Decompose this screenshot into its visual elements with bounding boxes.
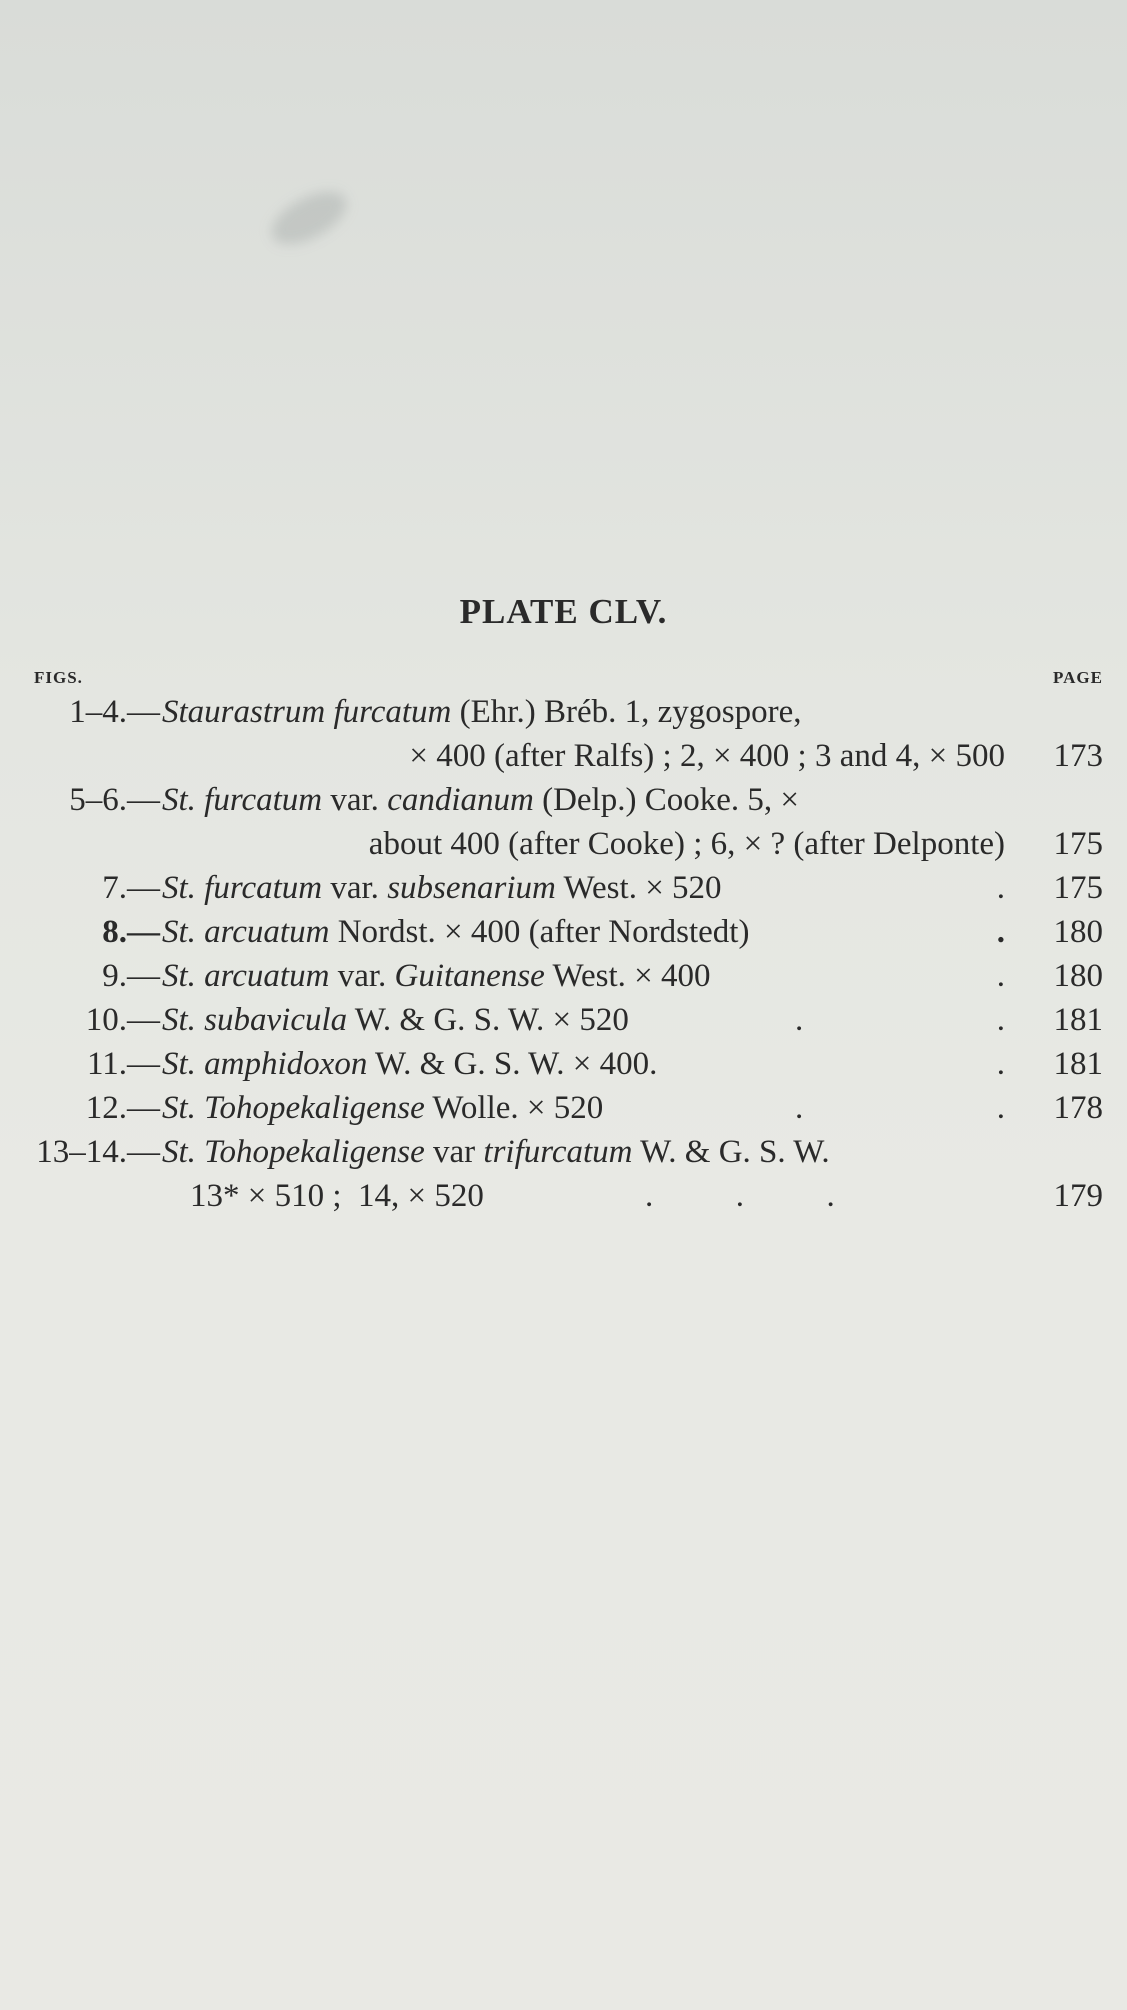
leader-dots: . . . — [645, 1178, 835, 1214]
fig-number: 7.— — [102, 870, 160, 906]
fig-number: 10.— — [85, 1002, 160, 1038]
entry-row — [0, 954, 1127, 998]
entry-row — [0, 910, 1127, 954]
leader-dot: . — [795, 1002, 804, 1038]
page-number: 179 — [1053, 1178, 1103, 1214]
figs-header: FIGS. — [34, 668, 83, 687]
variety-name: candianum — [387, 782, 534, 818]
entry-description: W. & G. S. W. × 520 — [347, 1002, 629, 1038]
entry-description-2: West. × 520 — [555, 870, 722, 906]
leader-dot: . — [996, 870, 1005, 906]
page-number: 178 — [1053, 1090, 1103, 1126]
page-number: 181 — [1053, 1002, 1103, 1038]
fig-number: 13–14.— — [36, 1134, 160, 1170]
entry-description: var. — [329, 958, 395, 994]
entry-row — [0, 1130, 1127, 1174]
entry-text — [162, 866, 722, 910]
page-number: 181 — [1053, 1046, 1103, 1082]
entry-text — [162, 1086, 603, 1130]
page-number: 173 — [1053, 738, 1103, 774]
entry-text — [162, 1042, 657, 1086]
fig-number: 9.— — [102, 958, 160, 994]
entry-text — [162, 954, 711, 998]
leader-dot: . — [996, 1002, 1005, 1038]
species-name: St. arcuatum — [162, 914, 330, 950]
entry-row — [0, 778, 1127, 822]
page-number: 180 — [1053, 958, 1103, 994]
entry-text — [162, 998, 629, 1042]
entry-description: Nordst. × 400 (after Nordstedt) — [329, 914, 750, 950]
species-name: St. furcatum — [162, 782, 323, 818]
entry-continuation-text: 13* × 510 ; 14, × 520 — [190, 1178, 484, 1214]
entry-text — [162, 1130, 830, 1174]
entry-continuation: × 400 (after Ralfs) ; 2, × 400 ; 3 and 4, × 500 — [409, 738, 1005, 774]
leader-dot: . — [996, 1046, 1005, 1082]
fig-number: 11.— — [86, 1046, 160, 1082]
species-name: St. furcatum — [162, 870, 323, 906]
entry-continuation-row — [0, 734, 1127, 778]
species-name: St. amphidoxon — [162, 1046, 368, 1082]
leader-dot: . — [996, 1090, 1005, 1126]
entry-row — [0, 1042, 1127, 1086]
entry-continuation — [190, 1174, 835, 1218]
entry-continuation-row — [0, 822, 1127, 866]
entry-description: var — [424, 1134, 484, 1170]
variety-name: trifurcatum — [483, 1134, 633, 1170]
fig-number: 5–6.— — [69, 782, 160, 818]
leader-dot: . — [795, 1090, 804, 1126]
species-name: St. Tohopekaligense — [162, 1090, 425, 1126]
fig-number: 8.— — [102, 914, 160, 950]
entry-continuation-row — [0, 1174, 1127, 1218]
entry-continuation: about 400 (after Cooke) ; 6, × ? (after Delponte) — [368, 826, 1005, 862]
entry-description-2: West. × 400 — [544, 958, 711, 994]
entry-description-2: W. & G. S. W. — [632, 1134, 830, 1170]
entry-description-2: (Delp.) Cooke. 5, × — [533, 782, 799, 818]
entry-text — [162, 778, 799, 822]
leader-dot: . — [996, 914, 1005, 950]
species-name: St. subavicula — [162, 1002, 348, 1038]
page-number: 180 — [1053, 914, 1103, 950]
page-number: 175 — [1053, 826, 1103, 862]
plate-title: PLATE CLV. — [459, 592, 668, 631]
leader-dot: . — [996, 958, 1005, 994]
entry-description: W. & G. S. W. × 400. — [367, 1046, 658, 1082]
fig-number: 12.— — [85, 1090, 160, 1126]
entry-description: var. — [322, 870, 388, 906]
fig-number: 1–4.— — [69, 694, 160, 730]
entry-text — [162, 910, 749, 954]
entry-row — [0, 1086, 1127, 1130]
entry-description: var. — [322, 782, 388, 818]
entry-description: (Ehr.) Bréb. 1, zygospore, — [451, 694, 802, 730]
page-header: PAGE — [1053, 668, 1103, 687]
entry-row — [0, 998, 1127, 1042]
variety-name: subsenarium — [387, 870, 556, 906]
entry-row — [0, 690, 1127, 734]
page-number: 175 — [1053, 870, 1103, 906]
variety-name: Guitanense — [394, 958, 545, 994]
entry-description: Wolle. × 520 — [424, 1090, 604, 1126]
species-name: St. arcuatum — [162, 958, 330, 994]
species-name: Staurastrum furcatum — [162, 694, 452, 730]
paper-smudge — [263, 181, 354, 255]
entry-row — [0, 866, 1127, 910]
species-name: St. Tohopekaligense — [162, 1134, 425, 1170]
entry-text — [162, 690, 801, 734]
